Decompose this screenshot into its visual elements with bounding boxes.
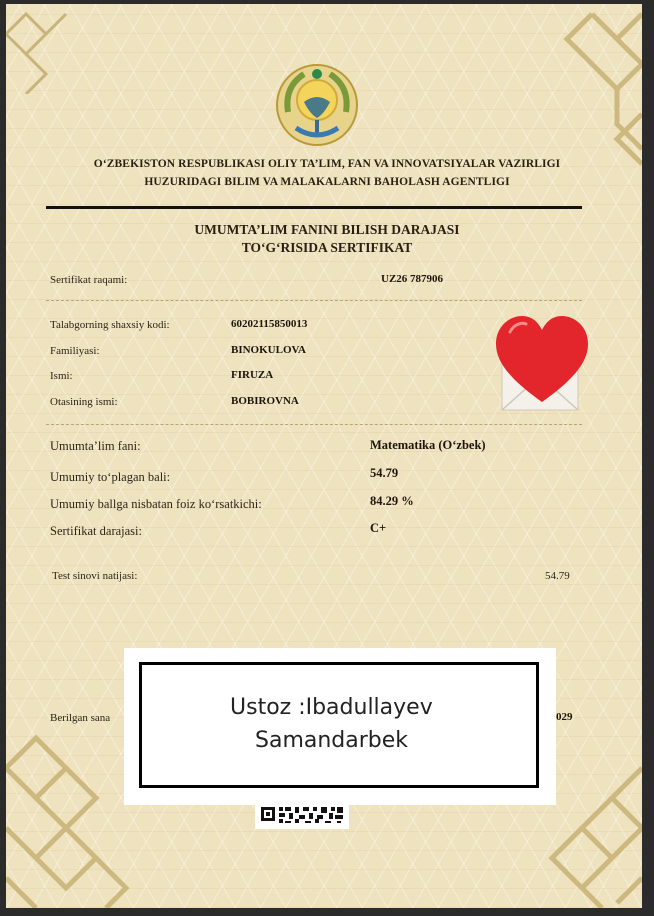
total-score-label: Umumiy to‘plagan bali:: [50, 470, 171, 484]
patronymic-value: BOBIROVNA: [231, 395, 299, 407]
agency-name-line2: HUZURIDAGI BILIM VA MALAKALARNI BAHOLASH AGENTLIGI: [144, 176, 510, 188]
state-emblem-icon: [274, 62, 360, 148]
first-name-label: Ismi:: [50, 370, 73, 382]
corner-ornament-top-left: [6, 4, 96, 94]
percent-value: 84.29 %: [370, 494, 414, 508]
subject-label: Umumta’lim fani:: [50, 439, 141, 453]
certificate-level-label: Sertifikat darajasi:: [50, 524, 142, 538]
certificate-number-label: Sertifikat raqami:: [50, 274, 128, 286]
expiry-date-value: 029: [556, 711, 573, 723]
teacher-name-line2: Samandarbek: [255, 728, 409, 753]
test-result-label: Test sinovi natijasi:: [52, 570, 138, 582]
teacher-name-box: [139, 662, 539, 788]
agency-name-line1: O‘ZBEKISTON RESPUBLIKASI OLIY TA’LIM, FAN VA INNOVATSIYALAR VAZIRLIGI: [93, 158, 561, 170]
qr-code-icon: [255, 801, 349, 829]
heart-envelope-icon: [494, 312, 590, 412]
personal-code-value: 60202115850013: [231, 318, 308, 330]
certificate-title-line2: TO‘G‘RISIDA SERTIFIKAT: [241, 240, 413, 255]
corner-ornament-top-right: [522, 4, 642, 204]
divider: [46, 300, 582, 301]
surname-label: Familiyasi:: [50, 345, 100, 357]
corner-ornament-bottom-left: [6, 728, 136, 908]
percent-label: Umumiy ballga nisbatan foiz ko‘rsatkichi:: [50, 497, 262, 511]
surname-value: BINOKULOVA: [231, 344, 306, 356]
patronymic-label: Otasining ismi:: [50, 396, 118, 408]
certificate-title-line1: UMUMTA’LIM FANINI BILISH DARAJASI: [194, 222, 460, 237]
certificate-level-value: C+: [370, 521, 387, 535]
issued-date-label: Berilgan sana: [50, 712, 111, 724]
test-result-value: 54.79: [545, 570, 570, 582]
first-name-value: FIRUZA: [231, 369, 274, 381]
certificate-number-value: UZ26 787906: [381, 273, 444, 285]
subject-value: Matematika (O‘zbek): [370, 438, 486, 452]
header-divider: [46, 206, 582, 209]
personal-code-label: Talabgorning shaxsiy kodi:: [50, 319, 170, 331]
total-score-value: 54.79: [370, 466, 399, 480]
teacher-name-line1: Ustoz :Ibadullayev: [230, 695, 433, 720]
divider: [46, 424, 582, 425]
